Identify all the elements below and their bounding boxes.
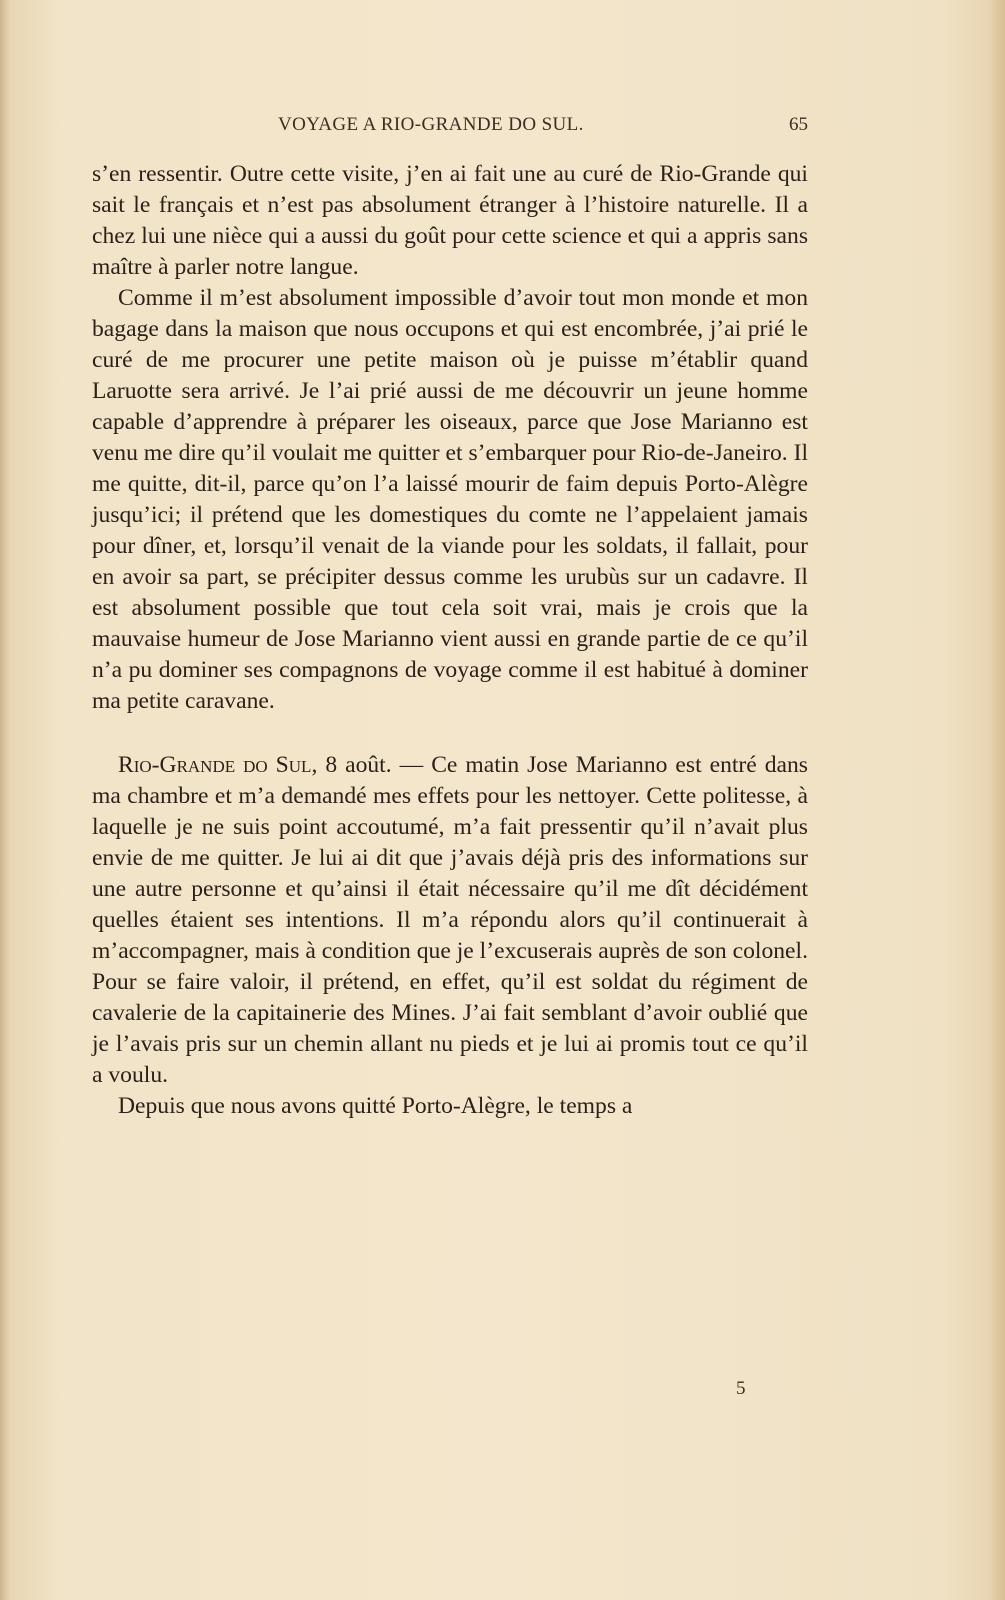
entry-text: Ce matin Jose Marianno est entré dans ma chambre et m’a demandé mes effets pour les nettoyer. Cette politesse, à laquelle je ne suis point accoutumé, m’a fait pressentir qu’il n’avait plus envie de me quitter. Je lui ai dit que j’avais déjà pris des informations sur une autre personne et qu’ainsi il était nécessaire qu’il me dît décidément quelles étaient ses intentions. Il m’a répondu alors qu’il continuerait à m’accompagner, mais à condition que je l’excuserais auprès de son colonel. Pour se faire valoir, il prétend, en effet, qu’il est soldat du régiment de cavalerie de la capitainerie des Mines. J’ai fait semblant d’avoir oublié que je l’avais pris sur un chemin allant nu pieds et je lui ai promis tout ce qu’il a voulu. xyxy=(92,752,808,1088)
last-paragraph: Depuis que nous avons quitté Porto-Alègre, le temps a xyxy=(118,1093,633,1119)
paragraph-continuation: s’en ressentir. Outre cette visite, j’en ai fait une au curé de Rio-Grande qui sait le français et n’est pas absolument étranger à l’histoire naturelle. Il a chez lui une nièce qui a aussi du goût pour cette science et qui a appris sans maître à parler notre langue. xyxy=(92,161,808,280)
paragraph: Comme il m’est absolument impossible d’avoir tout mon monde et mon bagage dans la maison que nous occupons et qui est encombrée, j’ai prié le curé de me procurer une petite maison où je puisse m’établir quand Laruotte sera arrivé. Je l’ai prié aussi de me découvrir un jeune homme capable d’apprendre à préparer les oiseaux, parce que Jose Marianno est venu me dire qu’il voulait me quitter et s’embarquer pour Rio-de-Janeiro. Il me quitte, dit-il, parce qu’on l’a laissé mourir de faim depuis Porto-Alègre jusqu’ici; il prétend que les domestiques du comte ne l’appelaient jamais pour dîner, et, lorsqu’il venait de la viande pour les soldats, il fallait, pour en avoir sa part, se précipiter dessus comme les urubùs sur un cadavre. Il est absolument possible que tout cela soit vrai, mais je crois que la mauvaise humeur de Jose Marianno vient aussi en grande partie de ce qu’il n’a pu dominer ses compagnons de voyage comme il est habitué à dominer ma petite caravane. xyxy=(92,285,808,714)
body-text xyxy=(92,159,808,1122)
entry-date: , 8 août. — xyxy=(311,752,432,778)
page-number: 65 xyxy=(789,114,808,135)
dated-entry-paragraph xyxy=(92,750,808,1091)
running-title: VOYAGE A RIO-GRANDE DO SUL. xyxy=(278,114,584,135)
entry-place: Rio-Grande do Sul xyxy=(118,752,312,778)
page-edge-left xyxy=(0,0,10,1600)
signature-mark: 5 xyxy=(736,1378,746,1399)
running-header xyxy=(92,114,808,144)
page-edge-right xyxy=(989,0,1005,1600)
